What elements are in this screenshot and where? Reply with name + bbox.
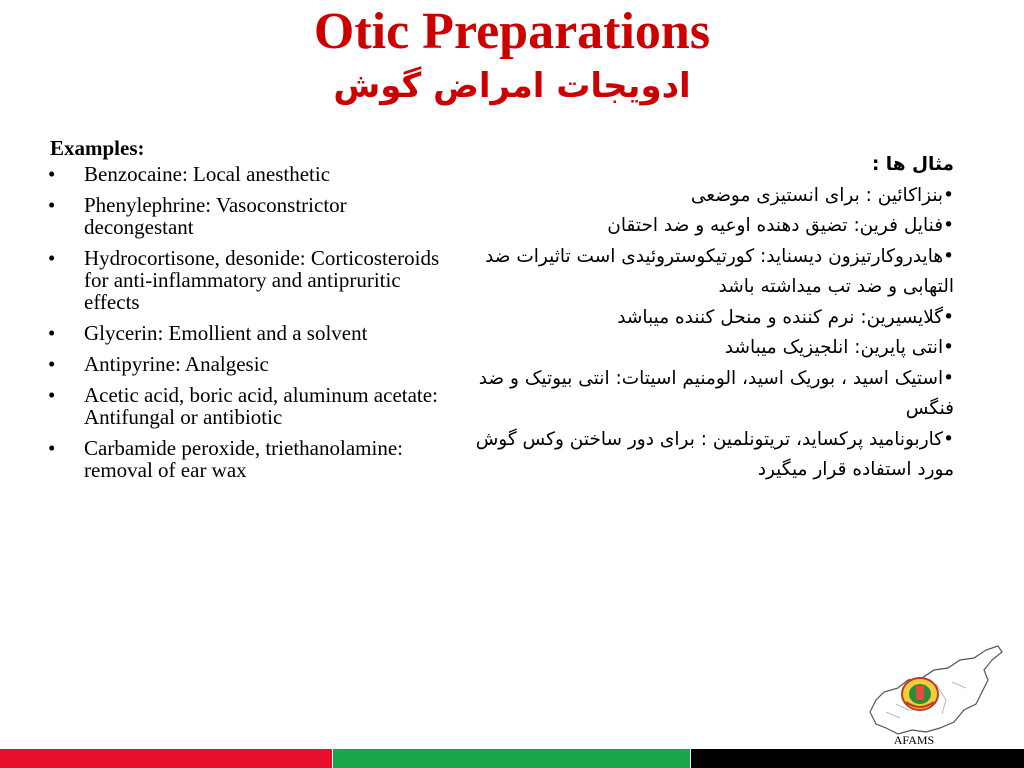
afams-emblem-icon bbox=[902, 678, 938, 710]
dari-heading: مثال ها : bbox=[871, 154, 954, 175]
bullet-icon: • bbox=[48, 246, 56, 270]
list-item: • Carbamide peroxide, triethanolamine: removal of ear wax bbox=[48, 436, 403, 482]
bullet-icon: • bbox=[48, 383, 56, 407]
slide-subtitle: ادویجات امراض گوش bbox=[333, 66, 691, 106]
list-item: •هایدروکارتیزون دیسناید: کورتیکوستروئیدی است تاثیرات ضد التهابی و ضد تب میداشته باشد bbox=[485, 245, 954, 297]
bullet-icon: • bbox=[48, 352, 56, 376]
afghanistan-map-icon bbox=[856, 640, 1004, 740]
english-examples bbox=[44, 137, 444, 490]
list-item: •بنزاکائین : برای انستیزی موضعی bbox=[690, 184, 954, 206]
footer-bar-red bbox=[0, 749, 332, 768]
english-list bbox=[44, 163, 444, 481]
bullet-icon: • bbox=[48, 193, 56, 217]
list-item: • Glycerin: Emollient and a solvent bbox=[48, 321, 368, 345]
list-item: • Phenylephrine: Vasoconstrictor decongestant bbox=[48, 193, 347, 239]
list-item: • Benzocaine: Local anesthetic bbox=[48, 162, 331, 186]
english-heading: Examples: bbox=[50, 136, 145, 160]
footer-bar-black bbox=[691, 749, 1024, 768]
dari-examples bbox=[474, 150, 954, 486]
bullet-icon: • bbox=[48, 436, 56, 460]
bullet-icon: • bbox=[48, 321, 56, 345]
list-item: •کاربونامید پرکساید، تریتونلمین : برای دور ساختن وکس گوش مورد استفاده قرار میگیرد bbox=[475, 428, 954, 480]
list-item: •فنایل فرین: تضیق دهنده اوعیه و ضد احتقان bbox=[607, 215, 954, 236]
slide-title: Otic Preparations bbox=[313, 3, 711, 60]
list-item: •گلایسیرین: نرم کننده و منحل کننده میباشد bbox=[617, 306, 954, 328]
footer-bar-green bbox=[333, 749, 690, 768]
list-item: •انتی پایرین: انلجیزیک میباشد bbox=[724, 337, 954, 358]
list-item: •استیک اسید ، بوریک اسید، الومنیم اسیتات: انتی بیوتیک و ضد فنگس bbox=[478, 367, 954, 419]
list-item: • Hydrocortisone, desonide: Corticosteroids for anti-inflammatory and antipruritic effects bbox=[48, 246, 440, 314]
afams-label: AFAMS bbox=[893, 733, 935, 747]
bullet-icon: • bbox=[48, 162, 56, 186]
list-item: • Acetic acid, boric acid, aluminum acetate: Antifungal or antibiotic bbox=[48, 383, 438, 429]
list-item: • Antipyrine: Analgesic bbox=[48, 352, 269, 376]
